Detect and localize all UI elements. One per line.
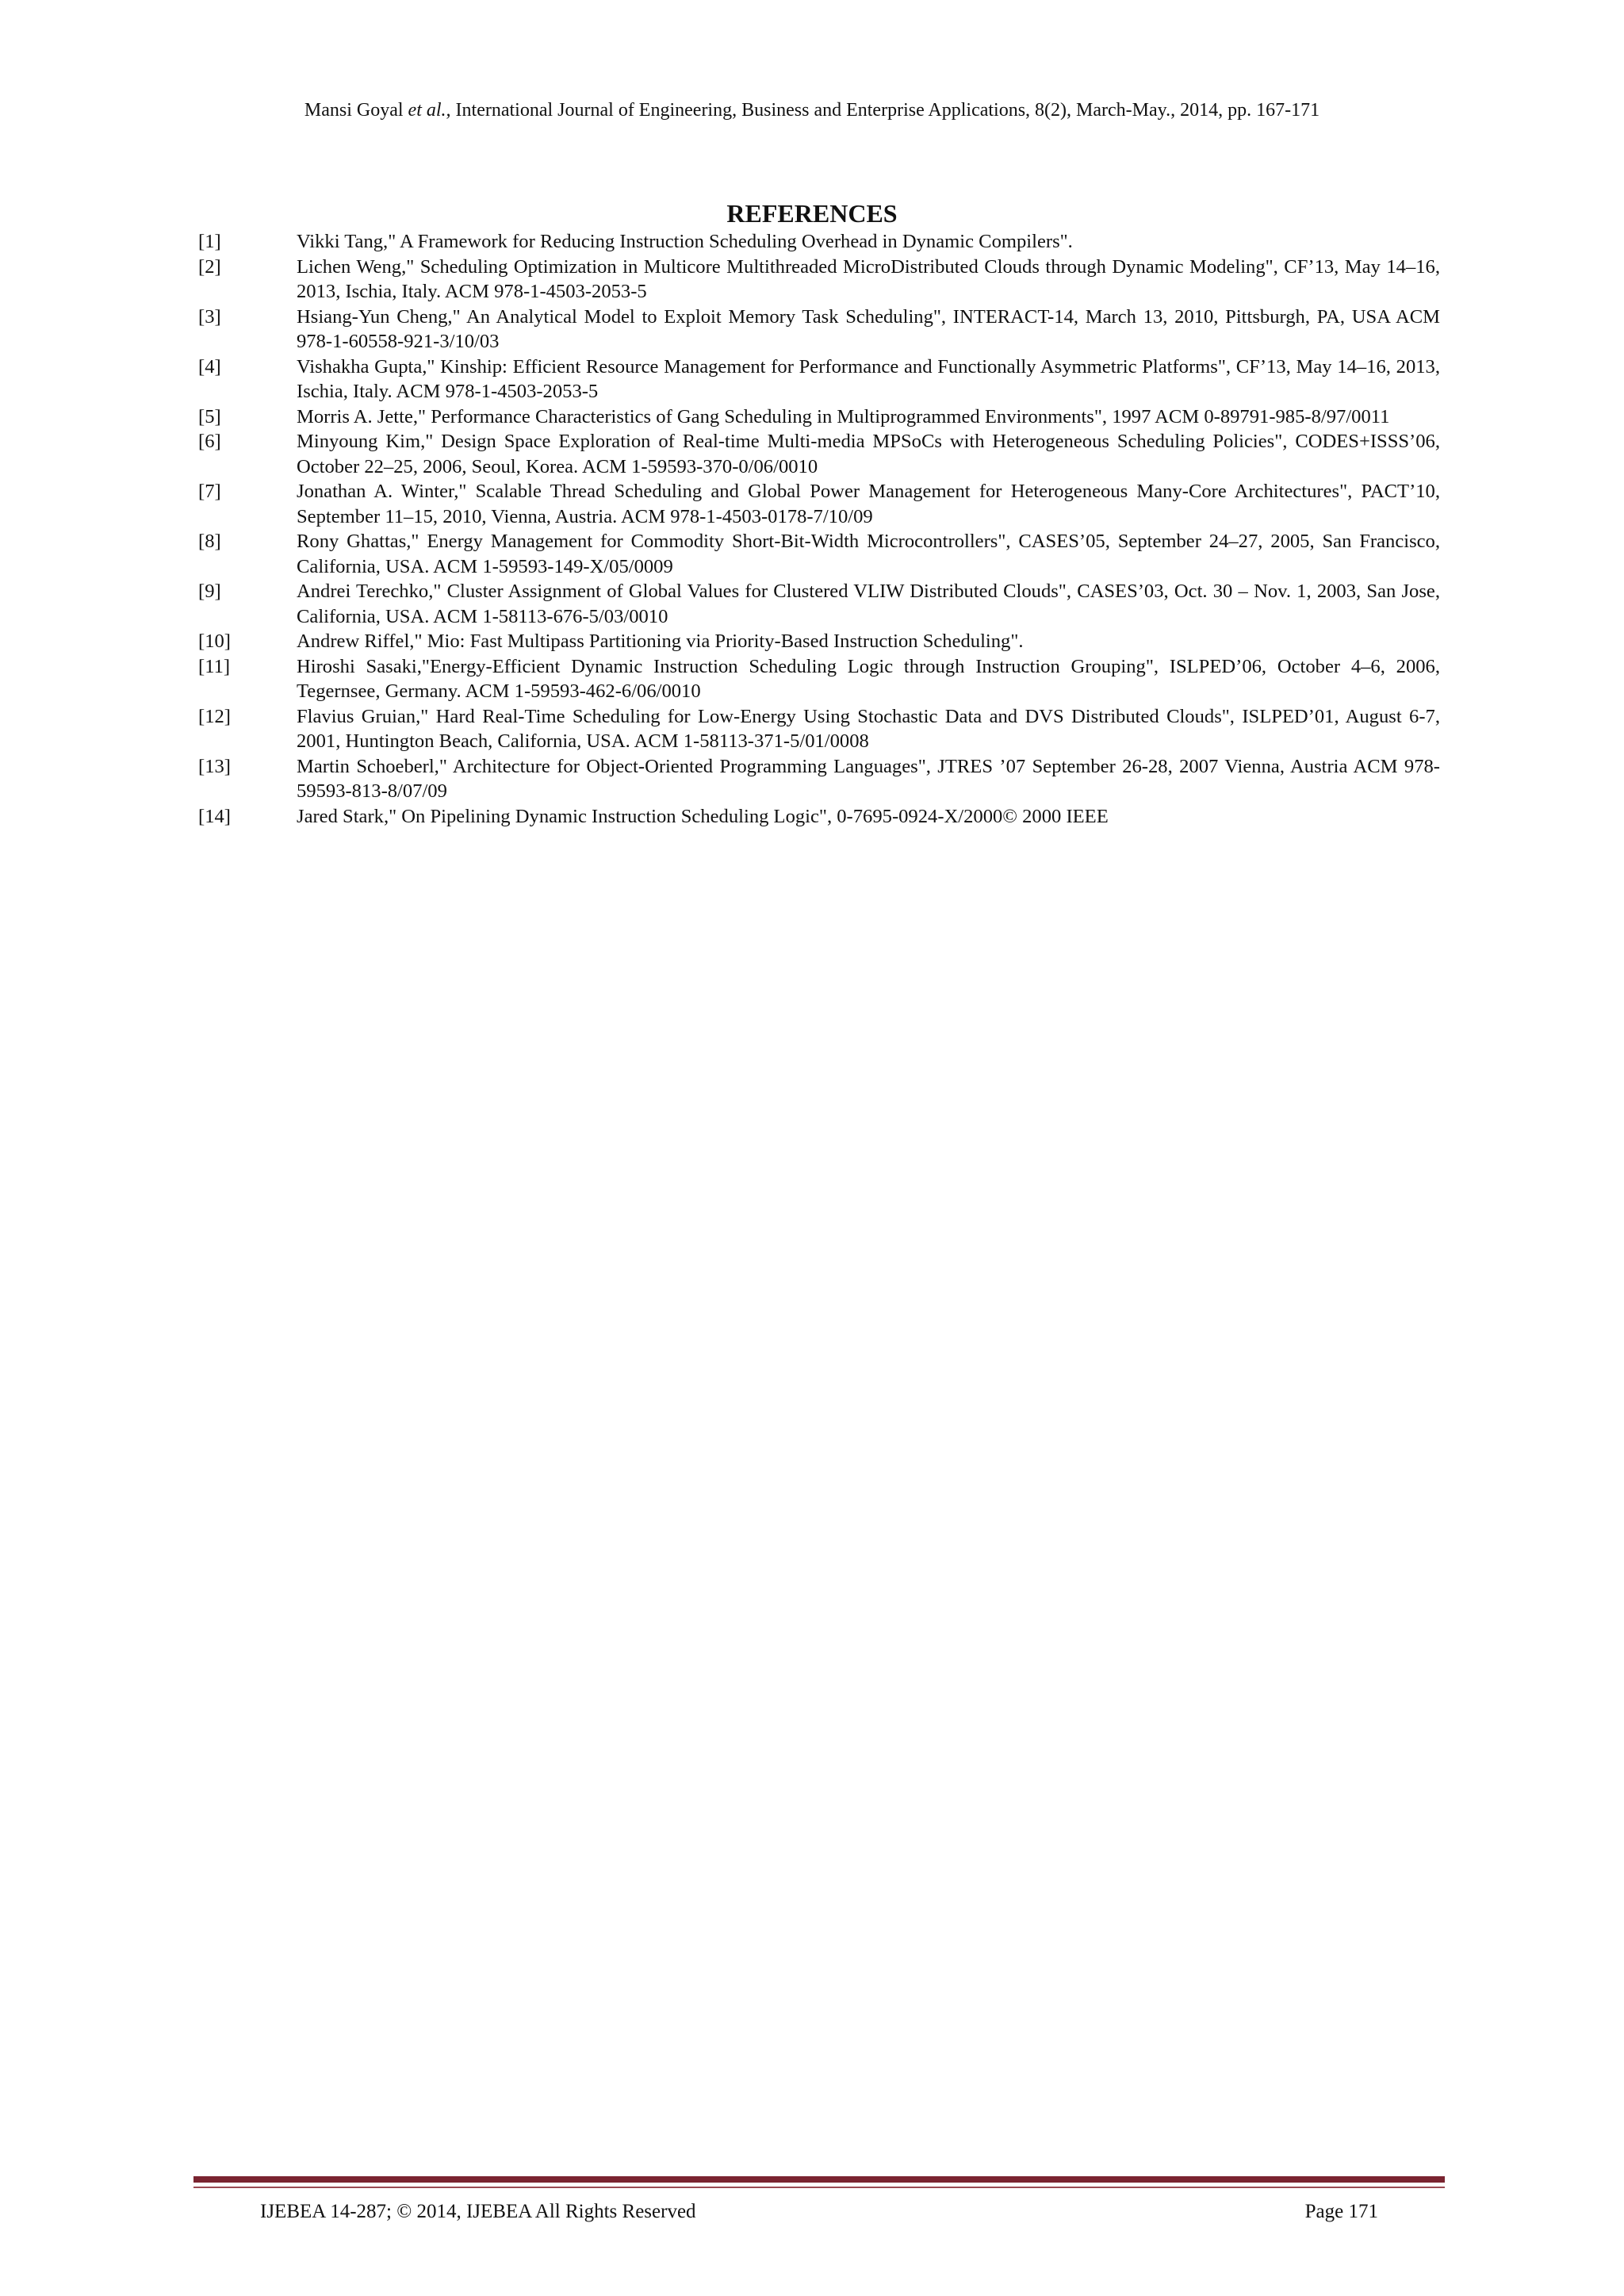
reference-number: [7] bbox=[198, 481, 221, 502]
references-title: REFERENCES bbox=[726, 199, 898, 228]
reference-text: Rony Ghattas," Energy Management for Commodity Short-Bit-Width Microcontrollers", CASES’05, September 24–27, 2005, San Francisco, California, USA. ACM 1-59593-149-X/05/0009 bbox=[297, 531, 1440, 577]
reference-text: Vishakha Gupta," Kinship: Efficient Resource Management for Performance and Functionally Asymmetric Platforms", CF’13, May 14–16, 2013, Ischia, Italy. ACM 978-1-4503-2053-5 bbox=[297, 355, 1440, 402]
reference-text: Martin Schoeberl," Architecture for Object-Oriented Programming Languages", JTRES ’07 September 26-28, 2007 Vienna, Austria ACM 978-59593-813-8/07/09 bbox=[297, 755, 1440, 802]
reference-item bbox=[198, 529, 1440, 579]
reference-number: [5] bbox=[198, 405, 221, 427]
reference-item bbox=[198, 429, 1440, 479]
reference-item bbox=[198, 579, 1440, 629]
reference-item bbox=[198, 404, 1440, 430]
reference-number: [11] bbox=[198, 655, 231, 677]
reference-item bbox=[198, 754, 1440, 804]
reference-number: [9] bbox=[198, 581, 221, 602]
reference-number: [10] bbox=[198, 631, 231, 652]
reference-text: Vikki Tang," A Framework for Reducing Instruction Scheduling Overhead in Dynamic Compilers". bbox=[297, 231, 1073, 252]
reference-number: [6] bbox=[198, 431, 221, 452]
reference-text: Lichen Weng," Scheduling Optimization in Multicore Multithreaded MicroDistributed Clouds through Dynamic Modeling", CF’13, May 14–16, 2013, Ischia, Italy. ACM 978-1-4503-2053-5 bbox=[297, 255, 1440, 302]
header-et-al: et al., bbox=[408, 100, 451, 121]
reference-item bbox=[198, 629, 1440, 654]
reference-item bbox=[198, 479, 1440, 529]
footer-page-number: Page 171 bbox=[1304, 2201, 1378, 2222]
reference-text: Hiroshi Sasaki,"Energy-Efficient Dynamic Instruction Scheduling Logic through Instruction Grouping", ISLPED’06, October 4–6, 2006, Tegernsee, Germany. ACM 1-59593-462-6/06/0010 bbox=[297, 655, 1440, 702]
reference-item bbox=[198, 229, 1440, 255]
reference-text: Morris A. Jette," Performance Characteristics of Gang Scheduling in Multiprogrammed Environments", 1997 ACM 0-89791-985-8/97/0011 bbox=[297, 405, 1390, 427]
reference-number: [3] bbox=[198, 305, 221, 328]
reference-item bbox=[198, 654, 1440, 704]
reference-number: [12] bbox=[198, 705, 231, 727]
reference-number: [8] bbox=[198, 531, 221, 552]
reference-text: Jonathan A. Winter," Scalable Thread Scheduling and Global Power Management for Heterogeneous Many-Core Architectures", PACT’10, September 11–15, 2010, Vienna, Austria. ACM 978-1-4503-0178-7/10/09 bbox=[297, 481, 1440, 527]
running-header bbox=[0, 98, 1624, 122]
reference-text: Flavius Gruian," Hard Real-Time Scheduling for Low-Energy Using Stochastic Data and DVS Distributed Clouds", ISLPED’01, August 6-7, 2001, Huntington Beach, California, USA. ACM 1-58113-371-5/01/0008 bbox=[297, 705, 1440, 752]
reference-number: [13] bbox=[198, 755, 231, 777]
header-citation: International Journal of Engineering, Business and Enterprise Applications, 8(2), March-May., 2014, pp. 167-171 bbox=[455, 100, 1320, 121]
reference-list bbox=[198, 229, 1440, 829]
reference-text: Andrei Terechko," Cluster Assignment of Global Values for Clustered VLIW Distributed Clouds", CASES’03, Oct. 30 – Nov. 1, 2003, San Jose, California, USA. ACM 1-58113-676-5/03/0010 bbox=[297, 581, 1440, 627]
reference-item bbox=[198, 355, 1440, 404]
reference-item bbox=[198, 255, 1440, 305]
footer-divider-bar bbox=[193, 2176, 1445, 2183]
header-author: Mansi Goyal bbox=[304, 100, 404, 121]
reference-text: Jared Stark," On Pipelining Dynamic Instruction Scheduling Logic", 0-7695-0924-X/2000© 2000 IEEE bbox=[297, 805, 1109, 827]
reference-text: Hsiang-Yun Cheng," An Analytical Model to Exploit Memory Task Scheduling", INTERACT-14, March 13, 2010, Pittsburgh, PA, USA ACM 978-1-60558-921-3/10/03 bbox=[297, 305, 1440, 352]
reference-item bbox=[198, 804, 1440, 830]
reference-number: [4] bbox=[198, 355, 221, 378]
reference-text: Andrew Riffel," Mio: Fast Multipass Partitioning via Priority-Based Instruction Scheduling". bbox=[297, 631, 1024, 652]
reference-number: [2] bbox=[198, 255, 221, 278]
reference-number: [14] bbox=[198, 805, 231, 827]
reference-number: [1] bbox=[198, 231, 221, 252]
footer-divider-line bbox=[193, 2187, 1445, 2188]
reference-item bbox=[198, 305, 1440, 355]
reference-item bbox=[198, 704, 1440, 754]
footer-copyright: IJEBEA 14-287; © 2014, IJEBEA All Rights Reserved bbox=[260, 2201, 696, 2222]
reference-text: Minyoung Kim," Design Space Exploration of Real-time Multi-media MPSoCs with Heterogeneous Scheduling Policies", CODES+ISSS’06, October 22–25, 2006, Seoul, Korea. ACM 1-59593-370-0/06/0010 bbox=[297, 431, 1440, 477]
